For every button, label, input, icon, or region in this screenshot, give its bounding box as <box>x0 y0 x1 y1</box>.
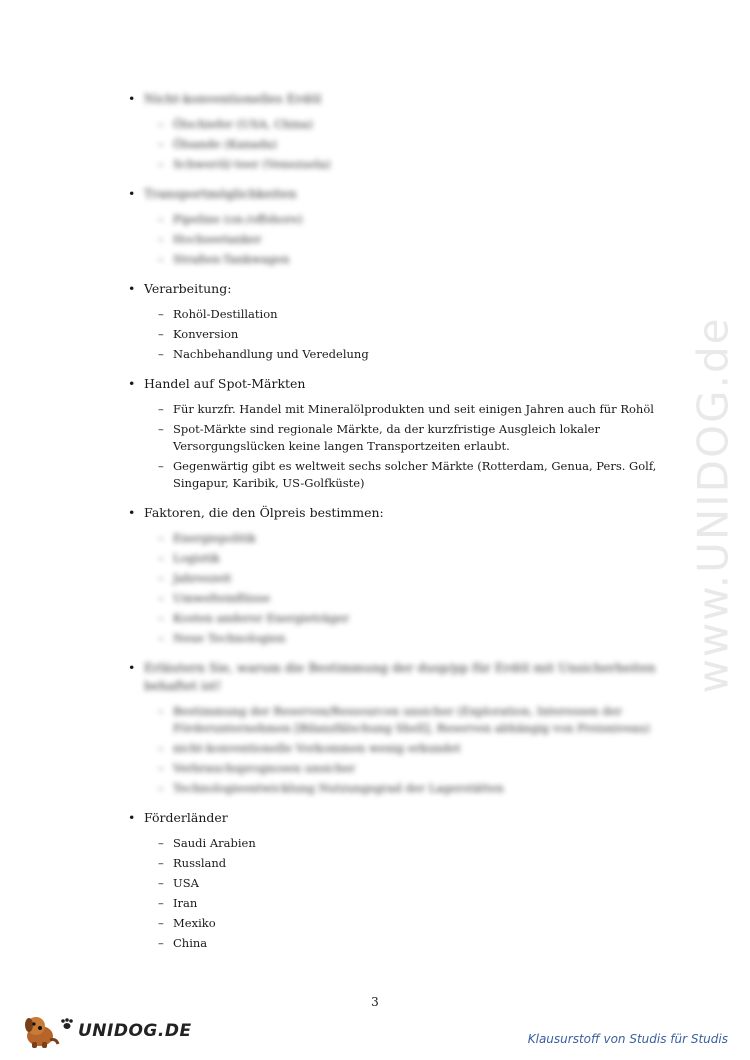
sub-list <box>144 703 688 797</box>
bullet-icon: • <box>128 810 136 825</box>
dash-icon: – <box>158 761 164 775</box>
dash-icon: – <box>158 781 164 795</box>
sub-item-text: Bestimmung der Reserven/Ressourcen unsicher (Exploration, Interessen der Förderunternehmen [Bilanzfälschung Shell], Reserven abhängig von Preisniveau) <box>173 704 651 735</box>
sub-item <box>158 703 688 737</box>
watermark: www.UNIDOG.de <box>688 316 738 694</box>
sub-list <box>144 835 688 952</box>
dog-mascot-icon <box>22 1012 62 1050</box>
sub-item <box>158 251 688 268</box>
paw-icon <box>60 1018 74 1030</box>
bullet-icon: • <box>128 91 136 106</box>
sub-list <box>144 116 688 173</box>
dash-icon: – <box>158 459 164 473</box>
sub-item-text: Ölsande (Kanada) <box>173 137 277 151</box>
list-item <box>128 375 688 492</box>
dash-icon: – <box>158 531 164 545</box>
dash-icon: – <box>158 741 164 755</box>
sub-item-text: Iran <box>173 896 198 910</box>
bullet-list <box>128 90 688 964</box>
dash-icon: – <box>158 157 164 171</box>
sub-item-text: Logistik <box>173 551 220 565</box>
dash-icon: – <box>158 117 164 131</box>
dash-icon: – <box>158 402 164 416</box>
logo-text: UNIDOG.DE <box>78 1021 192 1041</box>
sub-item <box>158 760 688 777</box>
sub-item-text: Neue Technologien <box>173 631 286 645</box>
sub-item-text: Kosten anderer Energieträger <box>173 611 350 625</box>
dash-icon: – <box>158 571 164 585</box>
bullet-icon: • <box>128 186 136 201</box>
list-item <box>128 659 688 797</box>
footer-tagline: Klausurstoff von Studis für Studis <box>527 1032 728 1046</box>
sub-item <box>158 570 688 587</box>
sub-item-text: Energiepolitik <box>173 531 256 545</box>
sub-item <box>158 231 688 248</box>
sub-item <box>158 610 688 627</box>
sub-item <box>158 835 688 852</box>
unidog-logo[interactable] <box>22 1012 192 1050</box>
sub-item-text: Pipeline (on-/offshore) <box>173 212 303 226</box>
section-title: Faktoren, die den Ölpreis bestimmen: <box>144 505 384 520</box>
dash-icon: – <box>158 631 164 645</box>
sub-item-text: Konversion <box>173 327 239 341</box>
sub-item <box>158 895 688 912</box>
sub-item <box>158 401 688 418</box>
sub-item-text: Für kurzfr. Handel mit Mineralölprodukten und seit einigen Jahren auch für Rohöl <box>173 402 654 416</box>
bullet-icon: • <box>128 505 136 520</box>
sub-item-text: Saudi Arabien <box>173 836 256 850</box>
sub-item-text: Gegenwärtig gibt es weltweit sechs solcher Märkte (Rotterdam, Genua, Pers. Golf, Singapur, Karibik, US-Golfküste) <box>173 459 657 490</box>
sub-item-text: Jahreszeit <box>173 571 232 585</box>
sub-item <box>158 136 688 153</box>
sub-item-text: Umwelteinflüsse <box>173 591 271 605</box>
dash-icon: – <box>158 327 164 341</box>
sub-item <box>158 116 688 133</box>
sub-item-text: Russland <box>173 856 227 870</box>
bullet-icon: • <box>128 660 136 675</box>
sub-item <box>158 211 688 228</box>
sub-list <box>144 401 688 492</box>
sub-item <box>158 875 688 892</box>
sub-item <box>158 156 688 173</box>
section-title: Verarbeitung: <box>144 281 232 296</box>
sub-item <box>158 550 688 567</box>
sub-item <box>158 935 688 952</box>
sub-item <box>158 306 688 323</box>
section-title: Nicht-konventionelles Erdöl <box>144 91 322 106</box>
dash-icon: – <box>158 307 164 321</box>
sub-item-text: China <box>173 936 208 950</box>
section-title: Transportmöglichkeiten <box>144 186 297 201</box>
list-item <box>128 504 688 647</box>
sub-item-text: Spot-Märkte sind regionale Märkte, da der kurzfristige Ausgleich lokaler Versorgungslücken keine langen Transportzeiten erlaubt. <box>173 422 600 453</box>
dash-icon: – <box>158 704 164 718</box>
sub-list <box>144 211 688 268</box>
dash-icon: – <box>158 936 164 950</box>
dash-icon: – <box>158 591 164 605</box>
sub-list <box>144 306 688 363</box>
sub-item-text: Ölschiefer (USA, China) <box>173 117 313 131</box>
dash-icon: – <box>158 422 164 436</box>
section-title: Förderländer <box>144 810 228 825</box>
dash-icon: – <box>158 856 164 870</box>
sub-item <box>158 915 688 932</box>
sub-item <box>158 855 688 872</box>
sub-item <box>158 630 688 647</box>
list-item <box>128 185 688 268</box>
dash-icon: – <box>158 836 164 850</box>
dash-icon: – <box>158 896 164 910</box>
sub-item <box>158 740 688 757</box>
dash-icon: – <box>158 212 164 226</box>
sub-item <box>158 421 688 455</box>
dash-icon: – <box>158 252 164 266</box>
bullet-icon: • <box>128 281 136 296</box>
dash-icon: – <box>158 611 164 625</box>
sub-item-text: Verbrauchsprognosen unsicher <box>173 761 356 775</box>
dash-icon: – <box>158 876 164 890</box>
sub-item <box>158 780 688 797</box>
sub-item-text: Hochseetanker <box>173 232 262 246</box>
sub-item-text: USA <box>173 876 199 890</box>
dash-icon: – <box>158 232 164 246</box>
dash-icon: – <box>158 137 164 151</box>
bullet-icon: • <box>128 376 136 391</box>
sub-item <box>158 590 688 607</box>
list-item <box>128 809 688 952</box>
section-title: Handel auf Spot-Märkten <box>144 376 306 391</box>
sub-list <box>144 530 688 647</box>
sub-item-text: Straßen-Tankwagen <box>173 252 290 266</box>
sub-item <box>158 326 688 343</box>
list-item <box>128 90 688 173</box>
sub-item <box>158 458 688 492</box>
page-number: 3 <box>371 995 379 1009</box>
sub-item-text: Rohöl-Destillation <box>173 307 278 321</box>
sub-item-text: Technologieentwicklung Nutzungsgrad der Lagerstätten <box>173 781 504 795</box>
sub-item-text: Schweröl/-teer (Venezuela) <box>173 157 331 171</box>
section-title: Erläutern Sie, warum die Bestimmung der dusp/pp für Erdöl mit Unsicherheiten behaftet ist! <box>144 660 656 693</box>
sub-item <box>158 346 688 363</box>
dash-icon: – <box>158 347 164 361</box>
dash-icon: – <box>158 551 164 565</box>
dash-icon: – <box>158 916 164 930</box>
list-item <box>128 280 688 363</box>
sub-item-text: nicht-konventionelle Vorkommen wenig erkundet <box>173 741 461 755</box>
sub-item-text: Mexiko <box>173 916 216 930</box>
sub-item <box>158 530 688 547</box>
sub-item-text: Nachbehandlung und Veredelung <box>173 347 369 361</box>
